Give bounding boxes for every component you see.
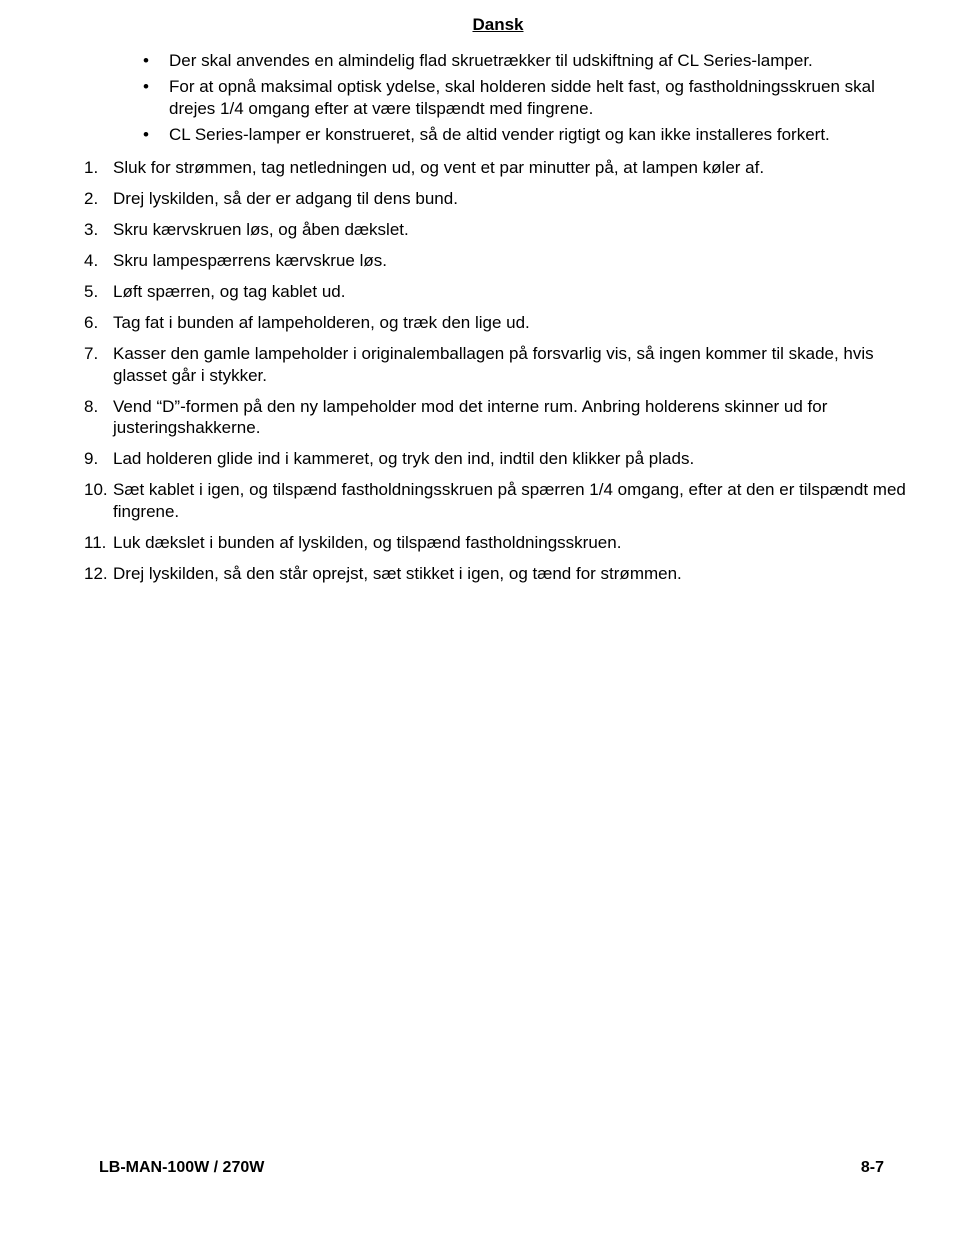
step-number: 4. [84, 251, 99, 270]
step-text: Kasser den gamle lampeholder i originalemballagen på forsvarlig vis, så ingen kommer til skade, hvis glasset går i stykker. [113, 344, 874, 385]
step-text: Sluk for strømmen, tag netledningen ud, og vent et par minutter på, at lampen køler af. [113, 158, 765, 177]
step-item [84, 448, 920, 470]
step-number: 10. [84, 480, 108, 499]
bullet-text: Der skal anvendes en almindelig flad skruetrækker til udskiftning af CL Series-lamper. [169, 51, 813, 70]
step-text: Skru kærvskruen løs, og åben dækslet. [113, 220, 409, 239]
step-number: 7. [84, 344, 99, 363]
step-item [84, 157, 920, 179]
footer-page-number: 8-7 [860, 1159, 884, 1176]
step-item [84, 250, 920, 272]
bullet-icon: • [143, 77, 149, 96]
procedure-steps-list [84, 157, 920, 594]
bullet-item [140, 76, 920, 119]
bullet-text: For at opnå maksimal optisk ydelse, skal holderen sidde helt fast, og fastholdningsskruen skal drejes 1/4 omgang efter at være tilspændt med fingrene. [169, 77, 875, 118]
step-item [84, 396, 920, 439]
step-text: Lad holderen glide ind i kammeret, og tryk den ind, indtil den klikker på plads. [113, 449, 695, 468]
step-text: Drej lyskilden, så der er adgang til dens bund. [113, 189, 458, 208]
step-item [84, 532, 920, 554]
bullet-item [140, 124, 920, 146]
step-item [84, 281, 920, 303]
step-number: 1. [84, 158, 99, 177]
step-number: 3. [84, 220, 99, 239]
step-number: 5. [84, 282, 99, 301]
step-text: Drej lyskilden, så den står oprejst, sæt stikket i igen, og tænd for strømmen. [113, 563, 682, 583]
step-item [84, 312, 920, 334]
section-heading: Dansk [472, 15, 524, 34]
bullet-icon: • [143, 124, 149, 144]
step-item [84, 563, 920, 585]
step-number: 11. [84, 532, 107, 552]
step-text: Løft spærren, og tag kablet ud. [113, 282, 346, 301]
bullet-text: CL Series-lamper er konstrueret, så de altid vender rigtigt og kan ikke installeres forkert. [169, 124, 830, 144]
step-number: 9. [84, 449, 99, 468]
step-number: 2. [84, 189, 99, 208]
bullet-icon: • [143, 51, 149, 70]
step-item [84, 219, 920, 241]
step-text: Vend “D”-formen på den ny lampeholder mod det interne rum. Anbring holderens skinner ud for justeringshakkerne. [113, 396, 828, 437]
step-number: 12. [84, 563, 108, 583]
step-item [84, 188, 920, 210]
step-text: Skru lampespærrens kærvskrue løs. [113, 251, 387, 270]
footer-document-id: LB-MAN-100W / 270W [99, 1159, 265, 1176]
step-number: 8. [84, 396, 99, 416]
step-item [84, 343, 920, 386]
step-text: Luk dækslet i bunden af lyskilden, og tilspænd fastholdningsskruen. [113, 532, 622, 552]
step-text: Tag fat i bunden af lampeholderen, og træk den lige ud. [113, 313, 530, 332]
step-text: Sæt kablet i igen, og tilspænd fastholdningsskruen på spærren 1/4 omgang, efter at den er tilspændt med fingrene. [113, 480, 906, 521]
notes-bullet-list [140, 50, 920, 150]
bullet-item [140, 50, 920, 72]
step-item [84, 479, 920, 522]
step-number: 6. [84, 313, 99, 332]
